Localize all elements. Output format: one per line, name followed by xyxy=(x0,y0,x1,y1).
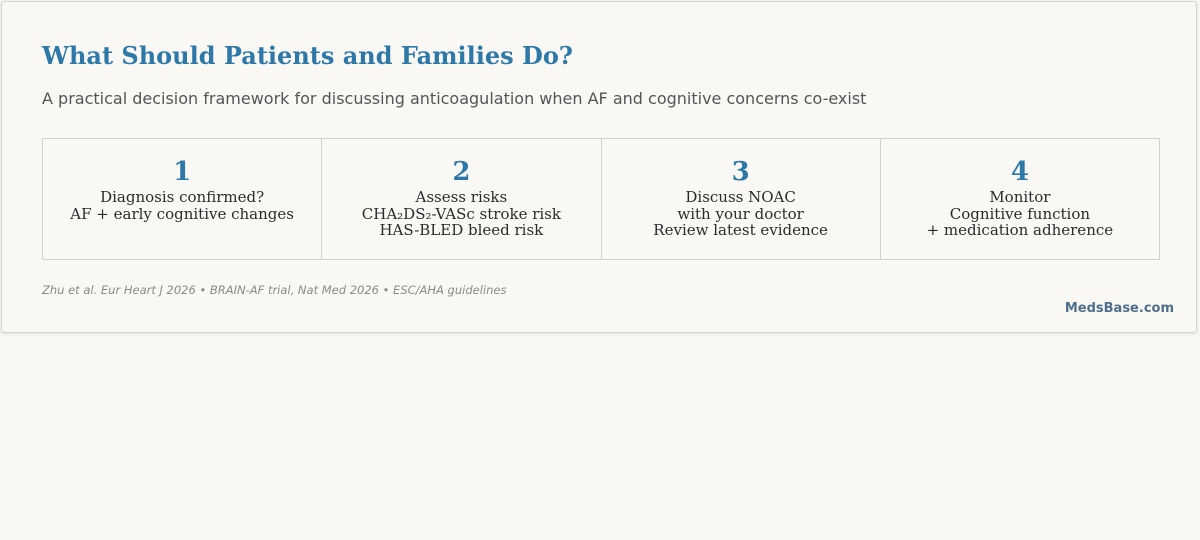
sources-citation: Zhu et al. Eur Heart J 2026 • BRAIN-AF trial, Nat Med 2026 • ESC/AHA guidelines xyxy=(42,283,507,297)
framework-card xyxy=(1,1,1197,333)
step-text: Assess risks xyxy=(415,188,508,206)
step-text: Cognitive function xyxy=(949,204,1091,223)
step-text: Diagnosis confirmed? xyxy=(100,188,265,206)
step-text: Monitor xyxy=(989,188,1051,206)
decision-steps xyxy=(42,138,1160,260)
step-2 xyxy=(321,138,601,260)
step-4 xyxy=(880,138,1160,260)
step-text: Discuss NOAC xyxy=(685,188,796,206)
step-text: Review latest evidence xyxy=(653,221,828,239)
page-subtitle: A practical decision framework for discussing anticoagulation when AF and cognitive concerns co-exist xyxy=(42,89,867,108)
step-text: HAS-BLED bleed risk xyxy=(379,221,544,239)
step-text: AF + early cognitive changes xyxy=(70,204,294,223)
page-title: What Should Patients and Families Do? xyxy=(42,41,573,70)
step-number: 3 xyxy=(731,157,750,187)
step-text: CHA₂DS₂-VASc stroke risk xyxy=(361,204,561,223)
step-number: 1 xyxy=(173,157,192,187)
step-number: 2 xyxy=(452,157,471,187)
step-text: with your doctor xyxy=(677,204,804,223)
step-number: 4 xyxy=(1010,157,1029,187)
step-1 xyxy=(42,138,322,260)
step-3 xyxy=(601,138,881,260)
brand-label: MedsBase.com xyxy=(1064,301,1174,316)
step-text: + medication adherence xyxy=(926,221,1114,239)
